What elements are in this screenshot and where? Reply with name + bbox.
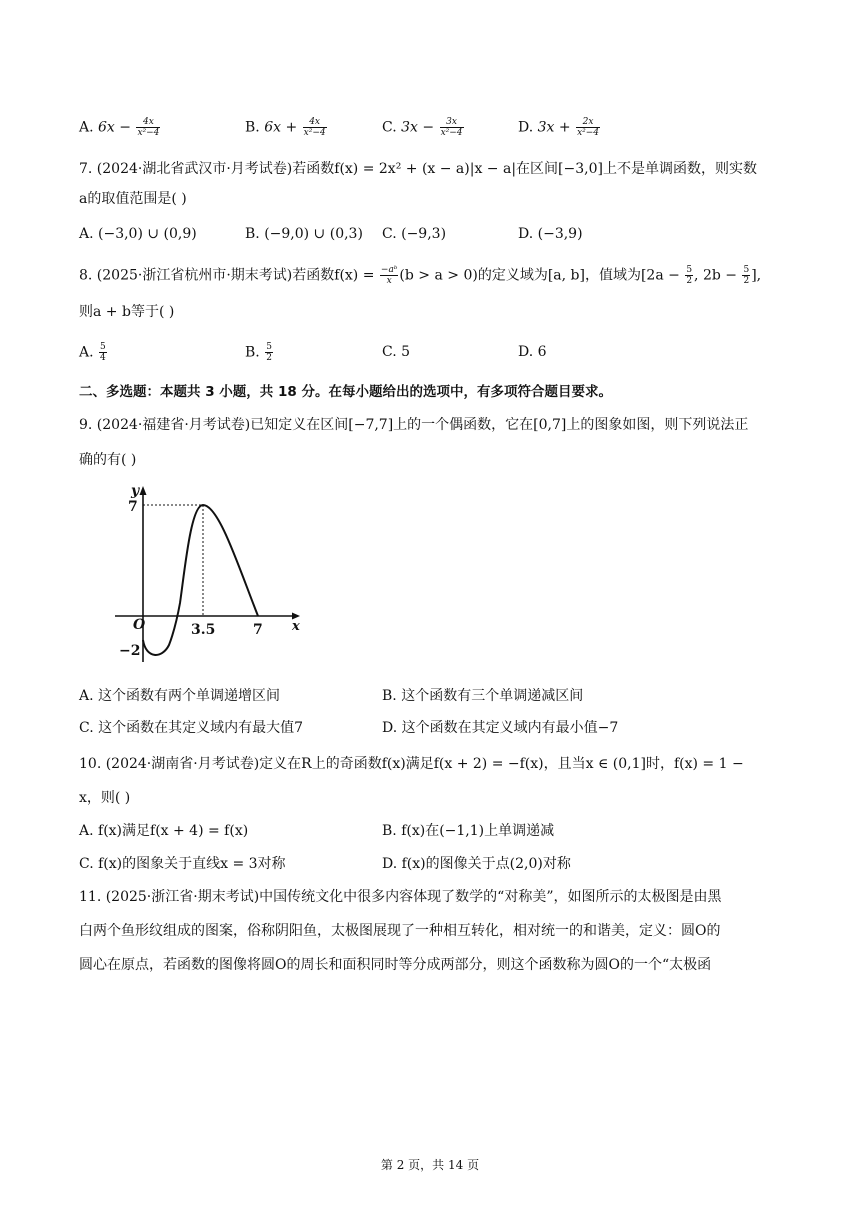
q8-option-c: C. 5 [382,344,411,360]
q7-stem-line2: a的取值范围是( ) [79,191,187,207]
q9-option-b: B. 这个函数有三个单调递减区间 [382,688,584,704]
q9-stem-line1: 9. (2024·福建省·月考试卷)已知定义在区间[−7,7]上的一个偶函数，它在[0,7]上的图象如图，则下列说法正 [79,417,749,433]
q6-option-a: A. 6x − $\frac{4x}{\text{x²−4}}$ [79,117,160,138]
q8-stem-line1: 8. (2025·浙江省杭州市·期末考试)若函数f(x) = $\frac{\text{−aᵇ}}{x}$ (b > a > 0)的定义域为[a, b]，值域为[2a − $\frac{5}{2}$ , 2b − $\frac{5}{2}$ ], [79,265,762,286]
q11-stem-line3: 圆心在原点，若函数的图像将圆O的周长和面积同时等分成两部分，则这个函数称为圆O的一个“太极函 [79,957,712,973]
graph-origin-label: O [133,617,146,633]
q7-option-a: A. (−3,0) ∪ (0,9) [79,226,197,242]
q9-option-a: A. 这个函数有两个单调递增区间 [79,688,281,704]
q7-option-d: D. (−3,9) [518,226,583,242]
q11-stem-line1: 11. (2025·浙江省·期末考试)中国传统文化中很多内容体现了数学的“对称美”，如图所示的太极图是由黑 [79,889,722,905]
graph-y-axis-arrow [140,486,147,495]
q10-stem-line1: 10. (2024·湖南省·月考试卷)定义在R上的奇函数f(x)满足f(x + 2) = −f(x)，且当x ∈ (0,1]时，f(x) = 1 − [79,756,744,772]
q6-option-d: D. 3x + $\frac{2x}{\text{x²−4}}$ [518,117,600,138]
q7-option-c: C. (−9,3) [382,226,447,242]
graph-y-label: y [131,483,140,499]
page-footer: 第 2 页，共 14 页 [380,1158,480,1172]
q7-option-b: B. (−9,0) ∪ (0,3) [245,226,363,242]
q8-option-d: D. 6 [518,344,547,360]
q10-stem-line2: x，则( ) [79,790,131,806]
q8-option-a: A. $\frac{5}{4}$ [79,342,106,363]
q8-option-b: B. $\frac{5}{2}$ [245,342,272,363]
q11-stem-line2: 白两个鱼形纹组成的图案，俗称阴阳鱼，太极图展现了一种相互转化，相对统一的和谐美，定义：圆O的 [79,923,721,939]
graph-y-tick-top: 7 [128,499,138,515]
graph-x-tick-mid: 3.5 [191,622,216,638]
q6-option-b: B. 6x + $\frac{4x}{\text{x²−4}}$ [245,117,326,138]
graph-y-tick-bottom: −2 [119,643,141,659]
q10-option-c: C. f(x)的图象关于直线x = 3对称 [79,856,286,872]
graph-x-tick-end: 7 [253,622,263,638]
q10-option-d: D. f(x)的图像关于点(2,0)对称 [382,856,571,872]
q9-function-graph [112,478,312,668]
q8-stem-line2: 则a + b等于( ) [79,304,175,320]
q9-stem-line2: 确的有( ) [79,452,137,468]
q10-option-b: B. f(x)在(−1,1)上单调递减 [382,823,555,839]
section-heading-multiple-choice: 二、多选题：本题共 3 小题，共 18 分。在每小题给出的选项中，有多项符合题目要求。 [79,384,612,400]
graph-x-label: x [292,619,300,634]
q10-option-a: A. f(x)满足f(x + 4) = f(x) [79,823,249,839]
q6-option-c: C. 3x − $\frac{3x}{\text{x²−4}}$ [382,117,463,138]
q7-stem-line1: 7. (2024·湖北省武汉市·月考试卷)若函数f(x) = 2x² + (x − a)|x − a|在区间[−3,0]上不是单调函数，则实数 [79,161,757,177]
q9-option-c: C. 这个函数在其定义域内有最大值7 [79,720,304,736]
q9-option-d: D. 这个函数在其定义域内有最小值−7 [382,720,619,736]
